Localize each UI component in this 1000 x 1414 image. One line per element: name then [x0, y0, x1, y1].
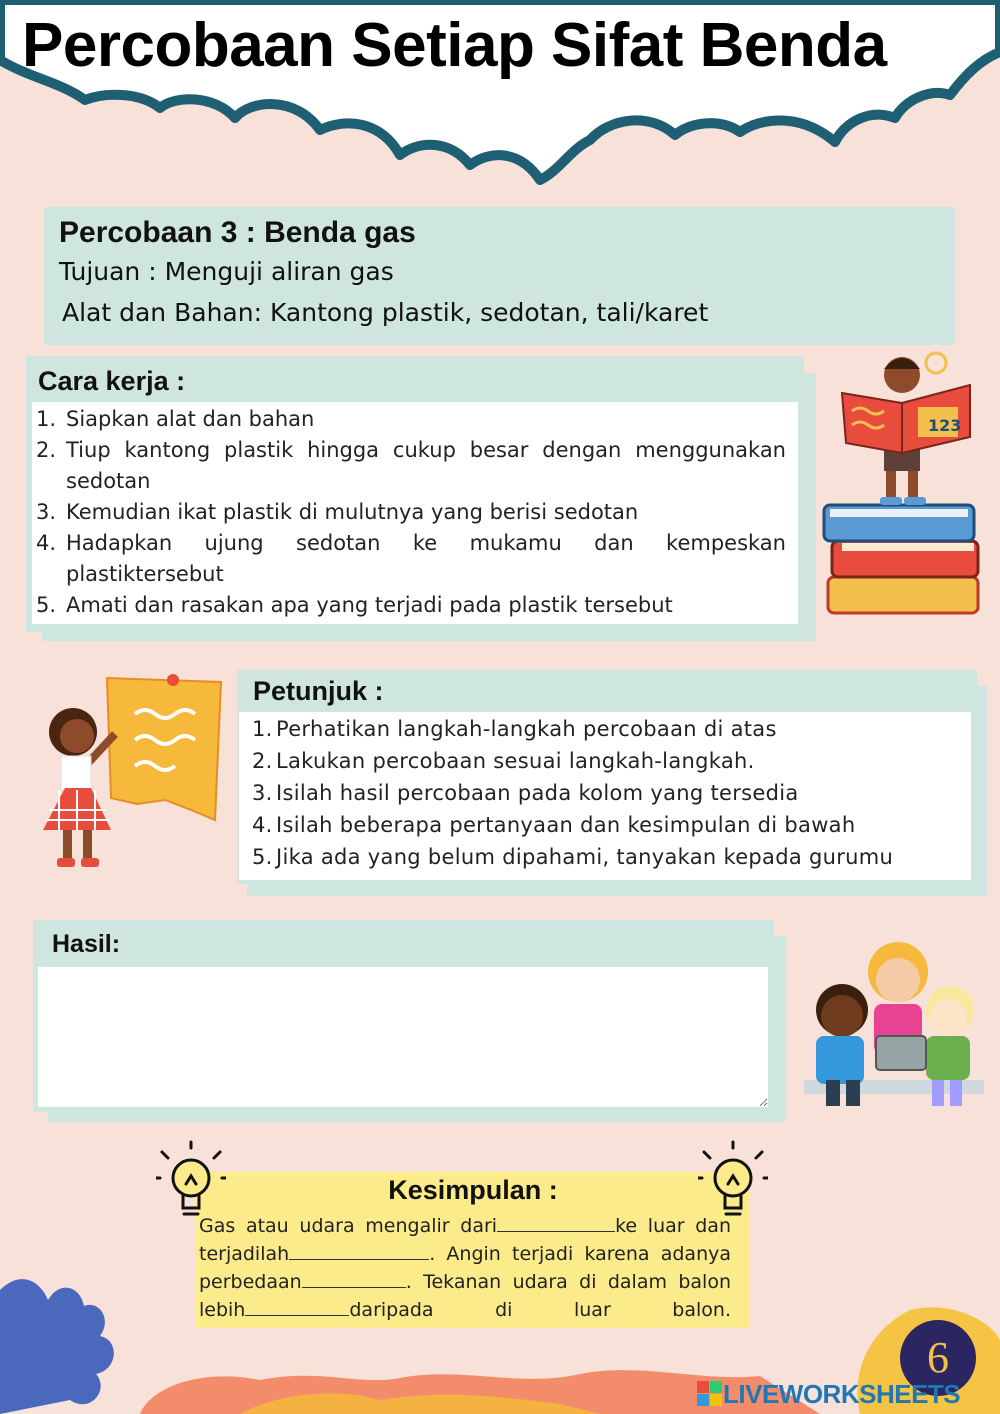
- instruction-text: Lakukan percobaan sesuai langkah-langkah.: [276, 749, 755, 773]
- svg-text:123: 123: [928, 416, 962, 435]
- list-item: [36, 590, 786, 621]
- list-item: [36, 435, 786, 497]
- conclusion-text: . Angin terjadi karena adanya perbedaan: [199, 1243, 731, 1293]
- objective-text: Tujuan : Menguji aliran gas: [59, 257, 394, 286]
- experiment-heading: Percobaan 3 : Benda gas: [59, 216, 416, 249]
- result-heading: Hasil:: [52, 930, 121, 958]
- step-text: Amati dan rasakan apa yang terjadi pada plastik tersebut: [66, 593, 673, 617]
- list-item: [252, 841, 972, 873]
- children-with-tablet-illustration: [800, 930, 990, 1115]
- steps-list: [36, 404, 786, 621]
- instructions-list: [252, 713, 972, 873]
- step-number: 5.: [36, 593, 57, 617]
- instruction-number: 3.: [252, 781, 273, 805]
- list-item: [36, 528, 786, 590]
- page-number: 6: [900, 1320, 976, 1396]
- boy-reading-on-books-illustration: [820, 345, 990, 625]
- list-item: [36, 404, 786, 435]
- step-number: 1.: [36, 407, 57, 431]
- conclusion-text: Gas atau udara mengalir dari: [199, 1215, 498, 1237]
- instruction-text: Jika ada yang belum dipahami, tanyakan kepada gurumu: [276, 845, 894, 869]
- liveworksheets-logo-icon: [697, 1381, 723, 1407]
- blank-line[interactable]: [289, 1241, 429, 1260]
- conclusion-heading: Kesimpulan :: [388, 1175, 558, 1205]
- liveworksheets-logo: [697, 1378, 960, 1410]
- instruction-number: 2.: [252, 749, 273, 773]
- step-text: Siapkan alat dan bahan: [66, 407, 315, 431]
- list-item: [252, 713, 972, 745]
- instruction-number: 5.: [252, 845, 273, 869]
- step-text: Kemudian ikat plastik di mulutnya yang berisi sedotan: [66, 500, 639, 524]
- girl-pointing-illustration: [25, 670, 225, 880]
- step-text: Tiup kantong plastik hingga cukup besar dengan menggunakan sedotan: [66, 438, 786, 493]
- instruction-text: Isilah hasil percobaan pada kolom yang tersedia: [276, 781, 799, 805]
- page-title: Percobaan Setiap Sifat Benda: [22, 11, 887, 80]
- conclusion-text: ke luar dan terjadilah: [199, 1215, 731, 1265]
- liveworksheets-logo-text: LIVEWORKSHEETS: [723, 1378, 961, 1409]
- instruction-number: 1.: [252, 717, 273, 741]
- blank-line[interactable]: [497, 1213, 615, 1232]
- instructions-heading: Petunjuk :: [253, 676, 384, 706]
- step-text: Hadapkan ujung sedotan ke mukamu dan kempeskan plastiktersebut: [66, 531, 786, 586]
- instruction-text: Isilah beberapa pertanyaan dan kesimpulan di bawah: [276, 813, 856, 837]
- step-number: 3.: [36, 500, 57, 524]
- list-item: [252, 777, 972, 809]
- list-item: [252, 745, 972, 777]
- conclusion-text: daripada di luar balon.: [349, 1299, 731, 1321]
- result-input[interactable]: [38, 967, 768, 1107]
- materials-text: Alat dan Bahan: Kantong plastik, sedotan, tali/karet: [62, 298, 709, 327]
- instruction-text: Perhatikan langkah-langkah percobaan di atas: [276, 717, 777, 741]
- step-number: 4.: [36, 531, 57, 555]
- conclusion-text: . Tekanan udara di dalam balon lebih: [199, 1271, 731, 1321]
- list-item: [36, 497, 786, 528]
- instruction-number: 4.: [252, 813, 273, 837]
- steps-heading: Cara kerja :: [38, 366, 186, 396]
- list-item: [252, 809, 972, 841]
- step-number: 2.: [36, 438, 57, 462]
